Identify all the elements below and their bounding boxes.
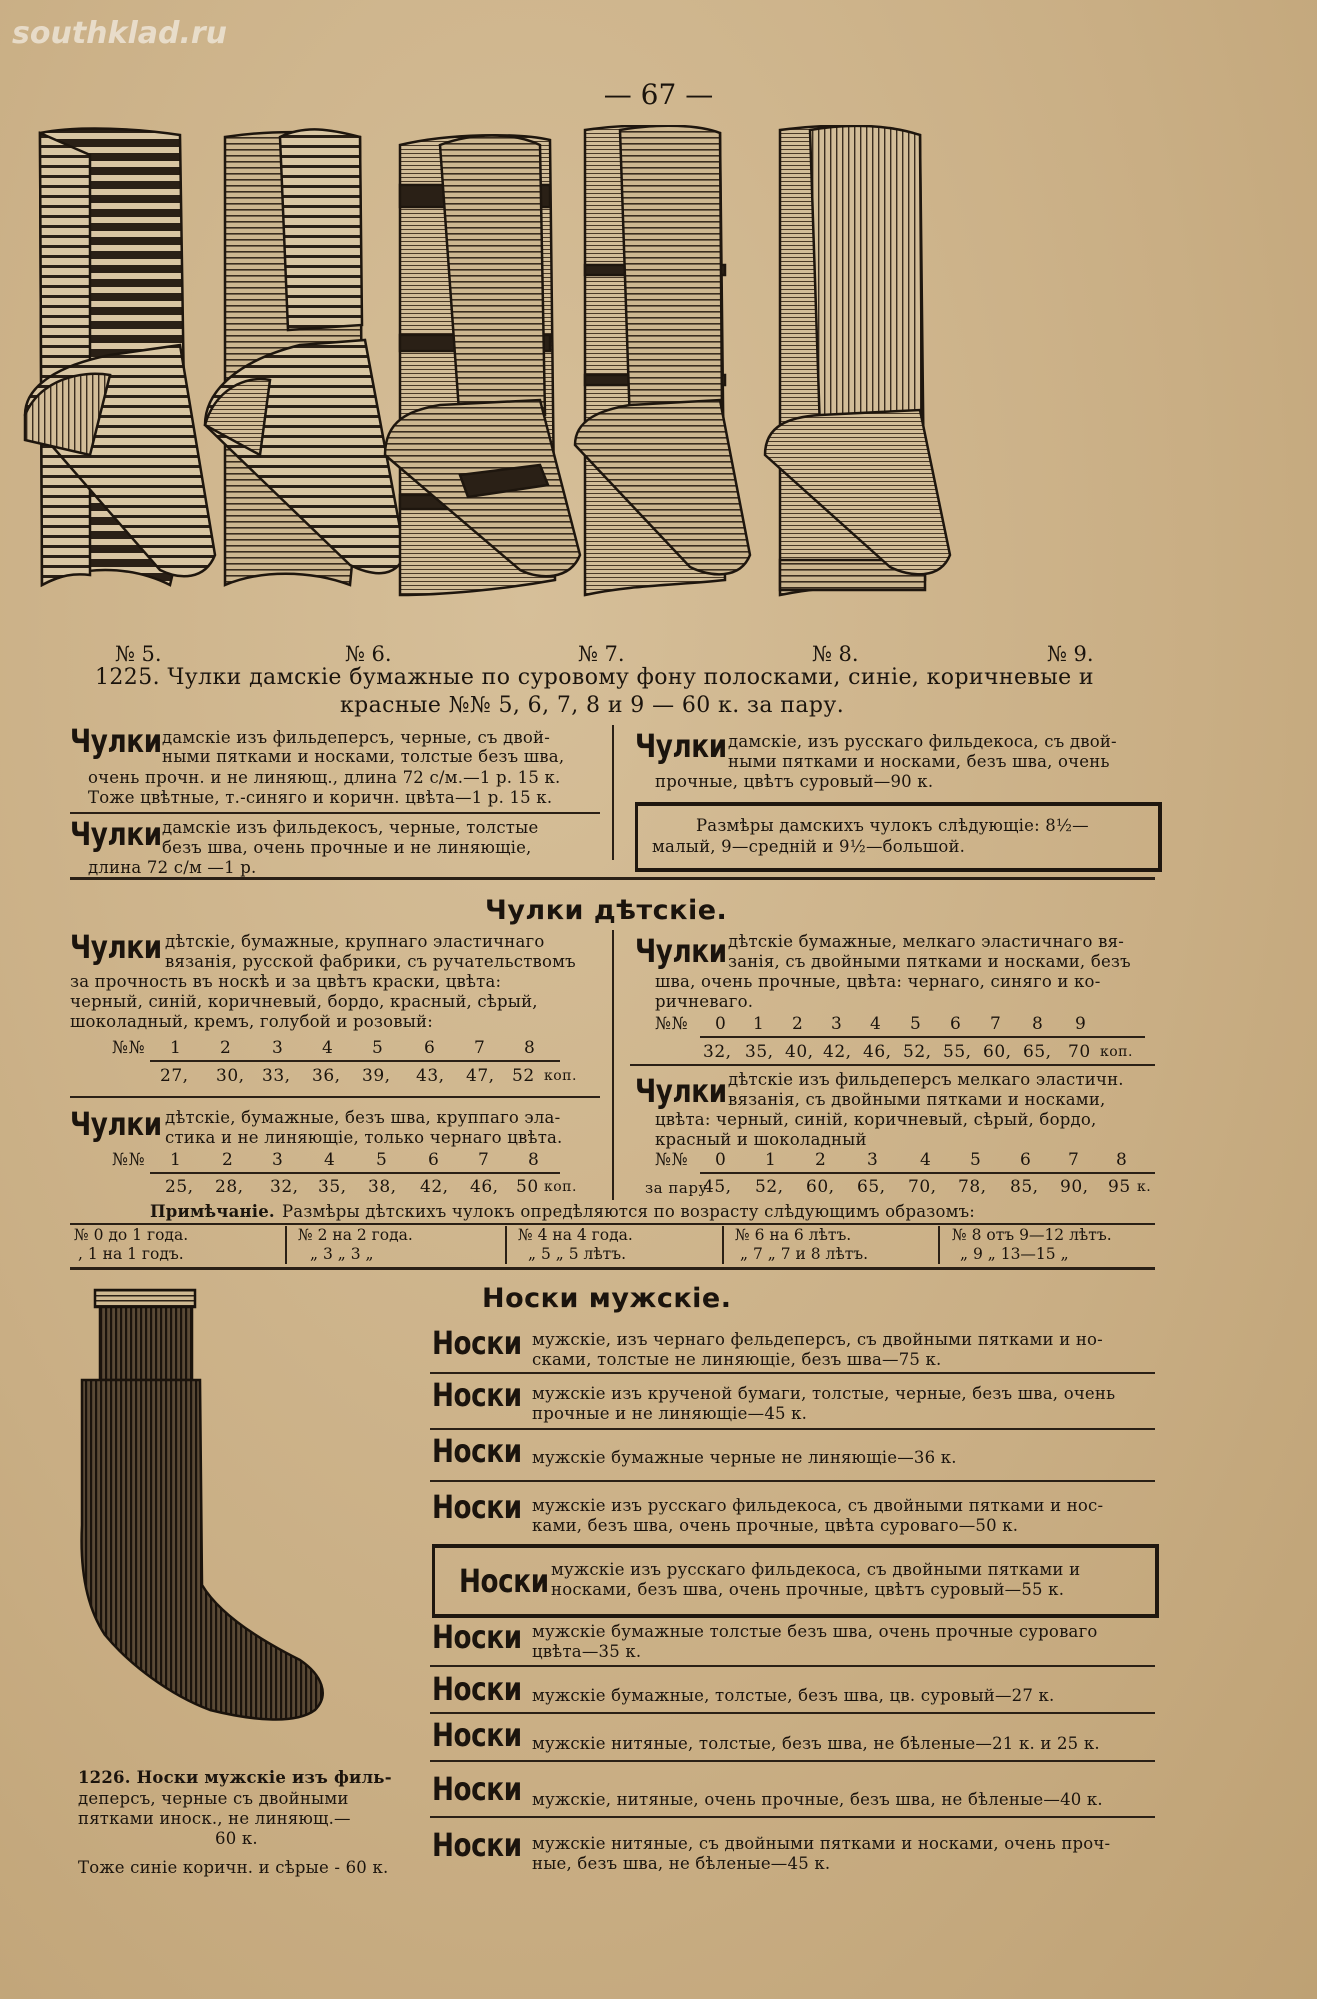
item-1226-line3: пятками иноск., не линяющ.— [78, 1809, 351, 1828]
children-left1-nums-label: №№ [112, 1038, 146, 1058]
sock-figure-9 [765, 126, 950, 595]
children-left1-price: 27, [160, 1066, 189, 1086]
children-right1-price: 32, [703, 1042, 732, 1062]
note-cell-3-line1: № 6 на 6 лѣтъ. [735, 1226, 852, 1244]
men-heading: Носки мужскіе. [482, 1283, 732, 1314]
item-1225-line2: красные №№ 5, 6, 7, 8 и 9 — 60 к. за пару. [340, 693, 845, 718]
children-left1-line5: шоколадный, кремъ, голубой и розовый: [70, 1012, 434, 1031]
divider [70, 1096, 600, 1098]
ladies-sizes-line1: Размѣры дамскихъ чулокъ слѣдующіе: 8½— [696, 816, 1089, 835]
sock-figure-7 [385, 135, 580, 595]
children-left2-price: 38, [368, 1177, 397, 1197]
ladies-left2-title: Чулки [70, 815, 162, 853]
children-right2-price: 85, [1010, 1177, 1039, 1197]
children-left2-price: 46, [470, 1177, 499, 1197]
table-rule [700, 1172, 1155, 1174]
ladies-left2-line1: дамскіе изъ фильдекосъ, черные, толстые [162, 818, 539, 837]
divider [430, 1760, 1155, 1762]
page-number: — 67 — [603, 78, 714, 111]
children-right2-price: 65, [857, 1177, 886, 1197]
table-rule [150, 1172, 560, 1174]
divider [430, 1816, 1155, 1818]
children-left2-line2: стика и не линяющіе, только чернаго цвѣта. [165, 1128, 563, 1147]
children-left1-unit: коп. [544, 1068, 577, 1084]
children-left1-line2: вязанія, русской фабрики, съ ручательствомъ [165, 952, 576, 971]
children-right2-num: 1 [765, 1150, 777, 1170]
children-right2-price: 45, [703, 1177, 732, 1197]
men-item-5-title: Носки [432, 1618, 522, 1656]
men-item-9-line1: мужскіе нитяные, съ двойными пятками и носками, очень проч- [532, 1834, 1111, 1853]
children-right1-title: Чулки [635, 932, 727, 970]
children-left1-num: 6 [424, 1038, 436, 1058]
men-item-4-line1: мужскіе изъ русскаго фильдекоса, съ двойными пятками и [551, 1560, 1081, 1579]
children-right2-title: Чулки [635, 1072, 727, 1110]
children-right2-line1: дѣтскіе изъ фильдеперсъ мелкаго эластичн. [728, 1070, 1124, 1089]
divider [430, 1665, 1155, 1667]
section-divider [70, 877, 1155, 880]
cell-divider [505, 1226, 507, 1264]
children-right1-line1: дѣтскіе бумажные, мелкаго эластичнаго вя- [728, 932, 1124, 951]
children-right2-prices-label: за пару [645, 1179, 708, 1197]
item-1226-line1: 1226. Носки мужскіе изъ филь- [78, 1768, 392, 1787]
men-item-5-line2: цвѣта—35 к. [532, 1642, 642, 1661]
children-right2-unit: к. [1137, 1179, 1152, 1195]
children-right2-num: 8 [1116, 1150, 1128, 1170]
note-cell-4-line1: № 8 отъ 9—12 лѣтъ. [952, 1226, 1112, 1244]
ladies-sizes-box [635, 802, 1162, 872]
children-left2-line1: дѣтскіе, бумажные, безъ шва, круппаго эла- [165, 1108, 561, 1127]
children-left1-price: 47, [466, 1066, 495, 1086]
men-item-6-line1: мужскіе бумажные, толстые, безъ шва, цв. суровый—27 к. [532, 1686, 1055, 1705]
children-left2-num: 6 [428, 1150, 440, 1170]
item-1226-line4: 60 к. [215, 1829, 258, 1848]
section-divider [70, 1267, 1155, 1270]
children-left1-num: 4 [322, 1038, 334, 1058]
children-right1-num: 5 [910, 1014, 922, 1034]
ladies-right1-line3: прочные, цвѣтъ суровый—90 к. [655, 772, 934, 791]
children-left2-title: Чулки [70, 1105, 162, 1143]
children-right1-line3: шва, очень прочные, цвѣта: чернаго, синяго и ко- [655, 972, 1101, 991]
children-left2-price: 32, [270, 1177, 299, 1197]
children-right1-price: 65, [1023, 1042, 1052, 1062]
children-right2-num: 5 [970, 1150, 982, 1170]
children-left1-num: 8 [524, 1038, 536, 1058]
children-left2-num: 1 [170, 1150, 182, 1170]
children-right1-price: 55, [943, 1042, 972, 1062]
children-right1-price: 70 [1068, 1042, 1091, 1062]
children-right1-unit: коп. [1100, 1044, 1133, 1060]
children-left1-num: 7 [474, 1038, 486, 1058]
children-left1-price: 36, [312, 1066, 341, 1086]
note-cell-1-line2: „ 3 „ 3 „ [310, 1245, 374, 1263]
children-right1-num: 2 [792, 1014, 804, 1034]
children-left2-num: 2 [222, 1150, 234, 1170]
children-left1-price: 43, [416, 1066, 445, 1086]
cell-divider [722, 1226, 724, 1264]
men-item-9-title: Носки [432, 1826, 522, 1864]
children-left1-line4: черный, синій, коричневый, бордо, красный, сѣрый, [70, 992, 538, 1011]
children-left2-price: 50 [516, 1177, 539, 1197]
children-right1-price: 46, [863, 1042, 892, 1062]
children-left2-num: 3 [272, 1150, 284, 1170]
children-left2-num: 5 [376, 1150, 388, 1170]
item-1226-line5: Тоже синіе коричн. и сѣрые - 60 к. [78, 1858, 389, 1877]
sock-figure-6 [205, 129, 405, 585]
ladies-right1-line1: дамскіе, изъ русскаго фильдекоса, съ двой- [728, 732, 1117, 751]
children-right1-num: 9 [1075, 1014, 1087, 1034]
men-item-2-title: Носки [432, 1432, 522, 1470]
note-cell-1-line1: № 2 на 2 года. [298, 1226, 413, 1244]
children-right1-num: 0 [715, 1014, 727, 1034]
men-item-9-line2: ные, безъ шва, не бѣленые—45 к. [532, 1854, 831, 1873]
figure-label-7: № 7. [578, 642, 625, 666]
children-right1-price: 52, [903, 1042, 932, 1062]
men-item-4-box [432, 1544, 1159, 1618]
children-left2-num: 7 [478, 1150, 490, 1170]
children-right1-price: 60, [983, 1042, 1012, 1062]
divider [430, 1480, 1155, 1482]
children-right2-num: 7 [1068, 1150, 1080, 1170]
site-watermark: southklad.ru [12, 16, 228, 51]
men-item-2-line1: мужскіе бумажные черные не линяющіе—36 к. [532, 1448, 957, 1467]
children-left1-line3: за прочность въ носкѣ и за цвѣтъ краски, цвѣта: [70, 972, 502, 991]
note-cell-0-line1: № 0 до 1 года. [74, 1226, 189, 1244]
children-right1-num: 8 [1032, 1014, 1044, 1034]
ladies-sizes-line2: малый, 9—средній и 9½—большой. [652, 837, 966, 856]
figure-label-5: № 5. [115, 642, 162, 666]
men-item-8-line1: мужскіе, нитяные, очень прочные, безъ шва, не бѣленые—40 к. [532, 1790, 1103, 1809]
divider [430, 1372, 1155, 1374]
children-left1-num: 5 [372, 1038, 384, 1058]
children-right2-price: 95 [1108, 1177, 1131, 1197]
children-left1-price: 30, [216, 1066, 245, 1086]
children-right2-num: 4 [920, 1150, 932, 1170]
children-left2-price: 35, [318, 1177, 347, 1197]
ladies-left2-line2: безъ шва, очень прочные и не линяющіе, [162, 838, 532, 857]
children-right2-num: 6 [1020, 1150, 1032, 1170]
children-note-label: Примѣчаніе. [150, 1202, 275, 1221]
children-right1-num: 7 [990, 1014, 1002, 1034]
men-item-7-line1: мужскіе нитяные, толстые, безъ шва, не бѣленые—21 к. и 25 к. [532, 1734, 1100, 1753]
cell-divider [938, 1226, 940, 1264]
children-heading: Чулки дѣтскіе. [485, 895, 728, 926]
mens-sock-illustration [60, 1285, 380, 1765]
children-right2-num: 3 [867, 1150, 879, 1170]
children-right2-price: 90, [1060, 1177, 1089, 1197]
ladies-right1-line2: ными пятками и носками, безъ шва, очень [728, 752, 1110, 771]
children-right1-num: 6 [950, 1014, 962, 1034]
men-item-3-title: Носки [432, 1488, 522, 1526]
children-right2-price: 60, [806, 1177, 835, 1197]
men-item-0-line2: сками, толстые не линяющіе, безъ шва—75 к. [532, 1350, 942, 1369]
children-left1-line1: дѣтскіе, бумажные, крупнаго эластичнаго [165, 932, 545, 951]
children-left1-price: 52 [512, 1066, 535, 1086]
children-right1-num: 1 [753, 1014, 765, 1034]
children-left1-price: 39, [362, 1066, 391, 1086]
children-left2-unit: коп. [544, 1179, 577, 1195]
ladies-left1-line1: дамскіе изъ фильдеперсъ, черные, съ двой- [162, 728, 551, 747]
note-cell-4-line2: „ 9 „ 13—15 „ [960, 1245, 1069, 1263]
divider [430, 1428, 1155, 1430]
children-right2-price: 70, [908, 1177, 937, 1197]
ladies-left2-line3: длина 72 с/м —1 р. [88, 858, 257, 877]
children-right2-price: 52, [755, 1177, 784, 1197]
children-left2-price: 28, [215, 1177, 244, 1197]
children-left1-title: Чулки [70, 928, 162, 966]
children-right2-num: 2 [815, 1150, 827, 1170]
children-right2-nums-label: №№ [655, 1150, 689, 1170]
children-left2-price: 25, [165, 1177, 194, 1197]
men-item-4-title: Носки [459, 1562, 549, 1600]
men-item-8-title: Носки [432, 1770, 522, 1808]
men-item-1-line2: прочные и не линяющіе—45 к. [532, 1404, 808, 1423]
men-item-1-line1: мужскіе изъ крученой бумаги, толстые, черные, безъ шва, очень [532, 1384, 1116, 1403]
note-cell-0-line2: , 1 на 1 годъ. [78, 1245, 184, 1263]
men-item-0-line1: мужскіе, изъ чернаго фельдеперсъ, съ двойными пятками и но- [532, 1330, 1103, 1349]
children-left1-num: 3 [272, 1038, 284, 1058]
men-item-6-title: Носки [432, 1670, 522, 1708]
figure-label-9: № 9. [1047, 642, 1094, 666]
men-item-1-title: Носки [432, 1376, 522, 1414]
men-item-5-line1: мужскіе бумажные толстые безъ шва, очень прочные суроваго [532, 1622, 1098, 1641]
ladies-left1-title: Чулки [70, 722, 162, 760]
children-right2-num: 0 [715, 1150, 727, 1170]
sock-figure-5 [25, 129, 215, 585]
children-right2-line2: вязанія, съ двойными пятками и носками, [728, 1090, 1106, 1109]
figure-label-8: № 8. [812, 642, 859, 666]
table-rule [150, 1060, 560, 1062]
children-right1-num: 3 [831, 1014, 843, 1034]
men-item-0-title: Носки [432, 1324, 522, 1362]
children-right1-price: 42, [823, 1042, 852, 1062]
cell-divider [285, 1226, 287, 1264]
divider [70, 812, 600, 814]
children-right2-line3: цвѣта: черный, синій, коричневый, сѣрый, бордо, [655, 1110, 1097, 1129]
children-right1-price: 40, [785, 1042, 814, 1062]
children-right1-line4: ричневаго. [655, 992, 754, 1011]
column-divider [612, 930, 614, 1200]
divider [430, 1712, 1155, 1714]
children-left1-num: 1 [170, 1038, 182, 1058]
men-item-3-line2: ками, безъ шва, очень прочные, цвѣта суроваго—50 к. [532, 1516, 1019, 1535]
children-left1-price: 33, [262, 1066, 291, 1086]
children-right1-num: 4 [870, 1014, 882, 1034]
item-1226-line2: деперсъ, черные съ двойными [78, 1789, 349, 1808]
men-item-4-line2: носками, безъ шва, очень прочные, цвѣтъ суровый—55 к. [551, 1580, 1065, 1599]
ladies-left1-line3: очень прочн. и не линяющ., длина 72 с/м.—1 р. 15 к. [88, 768, 561, 787]
note-cell-2-line2: „ 5 „ 5 лѣтъ. [528, 1245, 627, 1263]
children-left2-nums-label: №№ [112, 1150, 146, 1170]
ladies-stockings-illustration [20, 125, 1225, 620]
children-right1-nums-label: №№ [655, 1014, 689, 1034]
children-right1-price: 35, [745, 1042, 774, 1062]
children-right2-price: 78, [958, 1177, 987, 1197]
figure-label-6: № 6. [345, 642, 392, 666]
table-rule [700, 1036, 1145, 1038]
note-cell-3-line2: „ 7 „ 7 и 8 лѣтъ. [740, 1245, 869, 1263]
note-cell-2-line1: № 4 на 4 года. [518, 1226, 633, 1244]
ladies-left1-line2: ными пятками и носками, толстые безъ шва, [162, 747, 565, 766]
children-right2-line4: красный и шоколадный [655, 1130, 867, 1149]
men-item-7-title: Носки [432, 1716, 522, 1754]
ladies-left1-line4: Тоже цвѣтные, т.-синяго и коричн. цвѣта—1 р. 15 к. [88, 788, 553, 807]
table-rule [70, 1223, 1155, 1225]
item-1225-line1: 1225. Чулки дамскіе бумажные по суровому фону полосками, синіе, коричневые и [95, 665, 1094, 690]
children-note-text: Размѣры дѣтскихъ чулокъ опредѣляются по возрасту слѣдующимъ образомъ: [282, 1202, 976, 1221]
children-left2-num: 4 [324, 1150, 336, 1170]
children-right1-line2: занія, съ двойными пятками и носками, безъ [728, 952, 1131, 971]
children-left2-price: 42, [420, 1177, 449, 1197]
divider [630, 1064, 1155, 1066]
children-left2-num: 8 [528, 1150, 540, 1170]
sock-figure-8 [575, 126, 750, 595]
ladies-right1-title: Чулки [635, 727, 727, 765]
men-item-3-line1: мужскіе изъ русскаго фильдекоса, съ двойными пятками и нос- [532, 1496, 1104, 1515]
column-divider [612, 725, 614, 860]
children-left1-num: 2 [220, 1038, 232, 1058]
